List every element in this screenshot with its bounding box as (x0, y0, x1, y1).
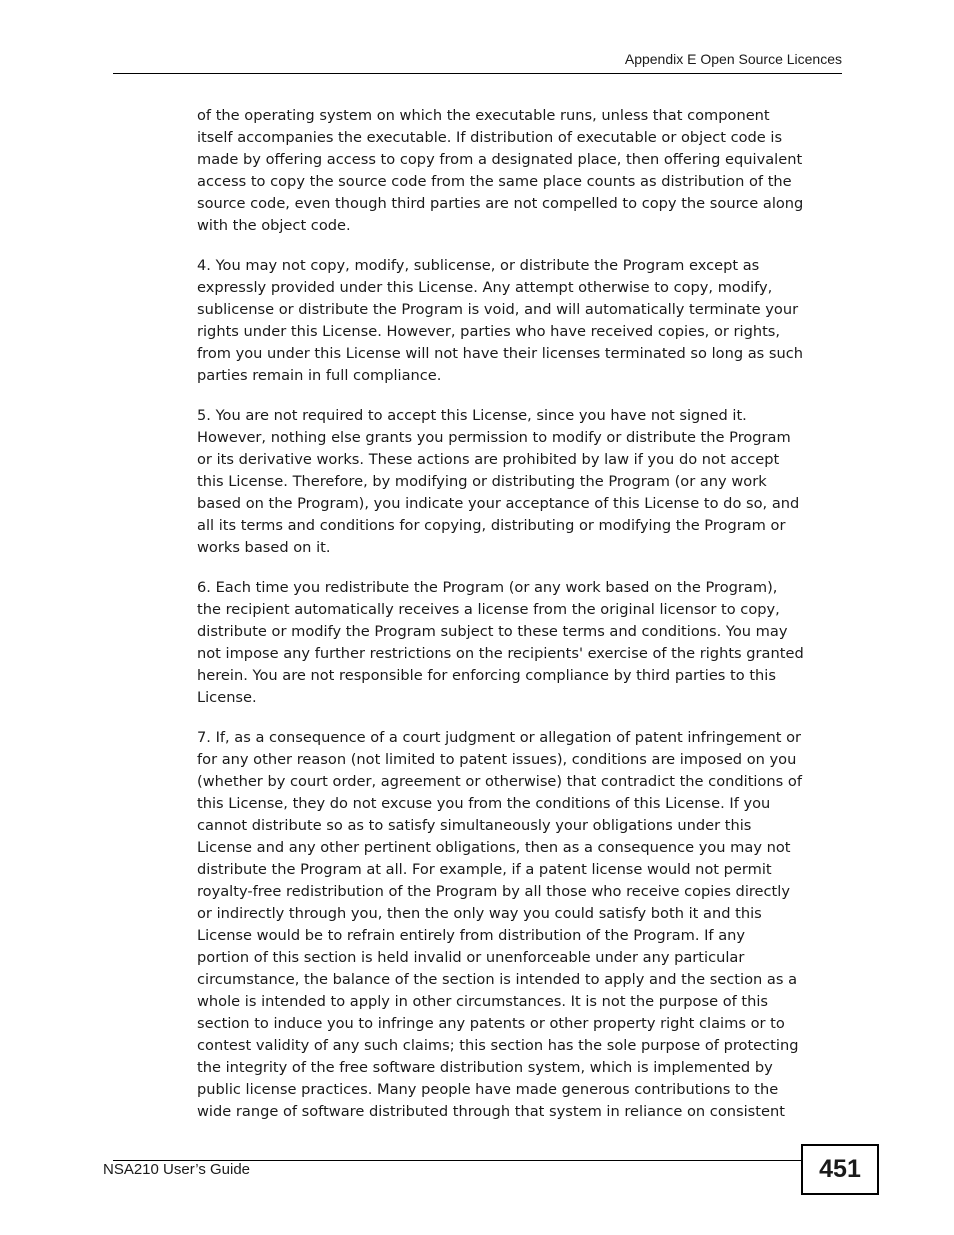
text-line: source code, even though third parties are not compelled to copy the source along (197, 195, 804, 212)
text-line: based on the Program), you indicate your acceptance of this License to do so, and (197, 495, 800, 512)
page-number: 451 (801, 1144, 879, 1195)
text-line: whole is intended to apply in other circumstances. It is not the purpose of this (197, 993, 769, 1010)
text-line: cannot distribute so as to satisfy simultaneously your obligations under this (197, 817, 752, 834)
text-line: all its terms and conditions for copying, distributing or modifying the Program or (197, 517, 786, 534)
text-line: expressly provided under this License. Any attempt otherwise to copy, modify, (197, 279, 773, 296)
text-line: not impose any further restrictions on the recipients' exercise of the rights granted (197, 645, 804, 662)
text-line: access to copy the source code from the same place counts as distribution of the (197, 173, 792, 190)
text-line: portion of this section is held invalid or unenforceable under any particular (197, 949, 745, 966)
text-line: works based on it. (197, 539, 331, 556)
paragraph (197, 255, 847, 387)
text-line: this License, they do not excuse you from the conditions of this License. If you (197, 795, 771, 812)
text-line: or its derivative works. These actions are prohibited by law if you do not accept (197, 451, 780, 468)
text-line: 6. Each time you redistribute the Program (or any work based on the Program), (197, 579, 778, 596)
text-line: section to induce you to infringe any patents or other property right claims or to (197, 1015, 785, 1032)
text-line: this License. Therefore, by modifying or distributing the Program (or any work (197, 473, 767, 490)
text-line: sublicense or distribute the Program is void, and will automatically terminate your (197, 301, 799, 318)
paragraph (197, 727, 847, 1123)
paragraph (197, 577, 847, 709)
text-line: wide range of software distributed through that system in reliance on consistent (197, 1103, 785, 1120)
text-line: the integrity of the free software distribution system, which is implemented by (197, 1059, 773, 1076)
text-line: of the operating system on which the executable runs, unless that component (197, 107, 770, 124)
text-line: License and any other pertinent obligations, then as a consequence you may not (197, 839, 791, 856)
footer-guide-title: NSA210 User’s Guide (103, 1161, 251, 1178)
text-line: or indirectly through you, then the only way you could satisfy both it and this (197, 905, 762, 922)
text-line: made by offering access to copy from a designated place, then offering equivalent (197, 151, 803, 168)
text-line: 7. If, as a consequence of a court judgment or allegation of patent infringement or (197, 729, 802, 746)
body-text (197, 105, 847, 1141)
text-line: from you under this License will not have their licenses terminated so long as such (197, 345, 804, 362)
text-line: herein. You are not responsible for enforcing compliance by third parties to this (197, 667, 776, 684)
paragraph (197, 105, 847, 237)
text-line: distribute the Program at all. For example, if a patent license would not permit (197, 861, 772, 878)
text-line: rights under this License. However, parties who have received copies, or rights, (197, 323, 781, 340)
paragraph (197, 405, 847, 559)
text-line: 4. You may not copy, modify, sublicense, or distribute the Program except as (197, 257, 760, 274)
text-line: License. (197, 689, 257, 706)
text-line: distribute or modify the Program subject to these terms and conditions. You may (197, 623, 788, 640)
text-line: public license practices. Many people have made generous contributions to the (197, 1081, 779, 1098)
header-rule (113, 73, 842, 74)
text-line: (whether by court order, agreement or otherwise) that contradict the conditions of (197, 773, 802, 790)
text-line: the recipient automatically receives a license from the original licensor to copy, (197, 601, 780, 618)
text-line: itself accompanies the executable. If distribution of executable or object code is (197, 129, 783, 146)
text-line: with the object code. (197, 217, 351, 234)
text-line: 5. You are not required to accept this License, since you have not signed it. (197, 407, 747, 424)
text-line: parties remain in full compliance. (197, 367, 442, 384)
text-line: for any other reason (not limited to patent issues), conditions are imposed on you (197, 751, 797, 768)
text-line: circumstance, the balance of the section is intended to apply and the section as a (197, 971, 798, 988)
text-line: However, nothing else grants you permission to modify or distribute the Program (197, 429, 791, 446)
text-line: royalty-free redistribution of the Program by all those who receive copies directly (197, 883, 790, 900)
running-header: Appendix E Open Source Licences (624, 51, 842, 67)
text-line: License would be to refrain entirely from distribution of the Program. If any (197, 927, 746, 944)
text-line: contest validity of any such claims; this section has the sole purpose of protecting (197, 1037, 799, 1054)
